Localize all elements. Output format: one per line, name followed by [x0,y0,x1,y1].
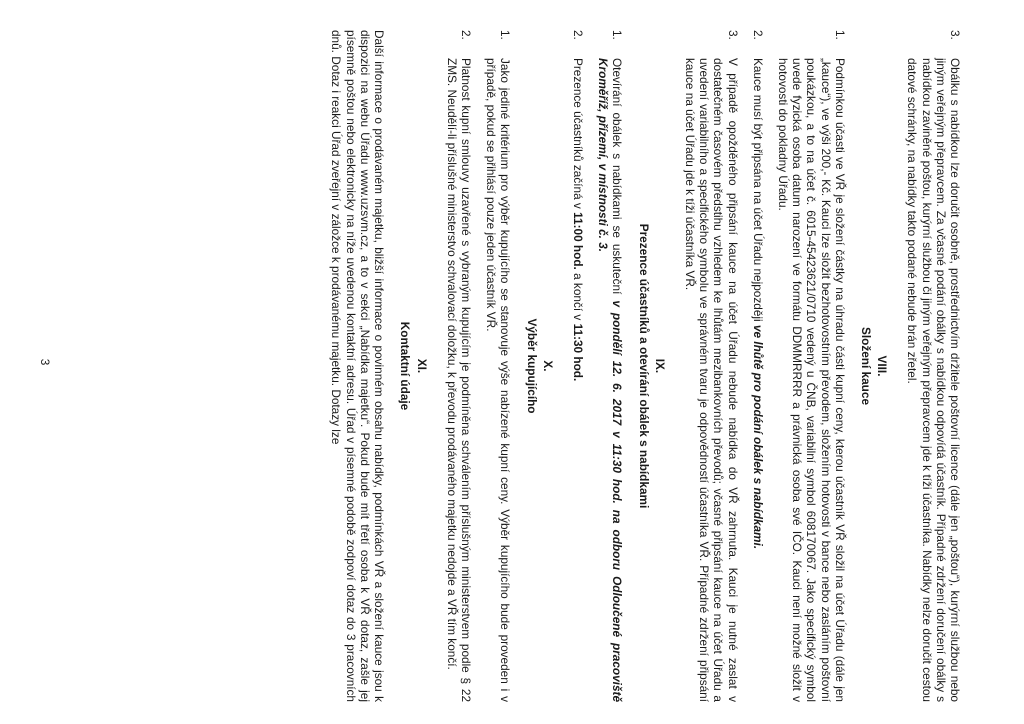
paragraph-text: Podmínkou účasti ve VŘ je složení částky na úhradu části kupní ceny, kterou účastník VŘ složil na účet Úřadu (dále jen „kauce“), ve výši 200,- Kč. Kauci lze složit bezhotovostním převodem, složením hotovosti v bance nebo zasláním poštovní poukázkou, a to na účet č. 6015-45423621/0710 vedený u ČNB, variabilní symbol 608170067. Jako specifický symbol uvede fyzická osoba datum narození ve formátu DDMMRRRR a právnická osoba své IČO. Kauci není možné složit v hotovosti do pokladny Úřadu. [775,58,847,702]
list-item [484,30,512,702]
list-number: 2. [750,30,765,40]
contact-paragraph: Další informace o prodávaném majetku, bližší informace o povinném obsahu nabídky, podmínkách VŘ a složení kauce jsou k dispozici na webu Úřadu www.uzsvm.cz, a to v sekci „Nabídka majetku“. Pokud bude mít třetí osoba k VŘ dotaz, zašle jej písemně poštou nebo elektronicky na níže uvedenou kontaktní adresu. Úřad v písemné podobě zodpoví dotaz do 3 pracovních dnů. Dotaz i reakci Úřad zveřejní v záložce k prodávanému majetku. Dotazy lze [329,30,387,702]
paragraph-text [571,58,585,702]
section-number: X. [540,360,555,372]
paragraph-text [751,58,765,702]
list-number: 1. [498,30,513,40]
bold-time: 11:00 hod. [570,212,585,270]
text-run: Kauce musí být připsána na účet Úřadu nejpozději [750,58,765,322]
list-number: 3. [948,30,962,40]
list-item [683,30,740,702]
list-number: 2. [570,30,585,40]
list-number: 2. [458,30,473,40]
text-run: Otevírání obálek s nabídkami se uskuteční [610,58,625,295]
intro-paragraph [905,30,962,702]
section-number: XI. [414,358,429,374]
paragraph-text [596,58,624,702]
section-title: Kontaktní údaje [398,321,413,411]
paragraph-text: Platnost kupní smlouvy uzavřené s vybraným kupujícím je podmíněna schválením příslušným ministerstvem podle § 22 ZMS. Neudělí-li příslušné ministerstvo schvalovací doložku, k převodu prodávaného majetku nedojde a VŘ tím končí. [444,58,473,702]
section-number: IX. [652,358,667,374]
section-number: VIII. [875,355,890,377]
list-number: 1. [832,30,847,40]
list-number: 1. [610,30,625,40]
list-item [776,30,847,702]
page-content [329,30,962,702]
section-title: Složení kauce [858,326,873,406]
section-title: Výběr kupujícího [524,318,539,414]
page-number: 3 [38,358,52,366]
list-number: 3. [725,30,740,40]
paragraph-text: V případě opožděného připsání kauce na účet Úřadu nebude nabídka do VŘ zahrnuta. Kauci je nutné zaslat v dostatečném časovém předstihu vzhledem ke lhůtám mezibankovních převodů; včasné připsání kauce na účet Úřadu a uvedení variabilního a specifického symbolu ve správném tvaru je odpovědností účastníka VŘ. Případné zdržení připsání kauce na účet Úřadu jde k tíži účastníka VŘ. [682,58,740,702]
list-item [445,30,473,702]
paragraph-text: Jako jediné kritérium pro výběr kupujícího se stanovuje výše nabízené kupní ceny. Výběr kupujícího bude proveden i v případě, pokud se přihlásí pouze jeden účastník VŘ. [484,58,513,702]
section-title: Prezence účastníků a otevírání obálek s nabídkami [636,223,651,509]
list-item [571,30,585,702]
emphasis-text: ve lhůtě pro podání obálek s nabídkami. [750,324,765,550]
list-item [751,30,765,702]
emphasis-text: v pondělí 12. 6. 2017 v 11:30 hod. na odboru Odloučené pracoviště Kroměříž, přízemí, v místnosti č. 3. [596,58,625,703]
text-run: Prezence účastníků začíná v [570,58,585,209]
text-run: a končí v [570,273,585,321]
bold-time: 11:30 hod. [570,323,585,382]
paragraph-text: Obálku s nabídkou lze doručit osobně, prostřednictvím držitele poštovní licence (dále jen „poštou“), kurýrní službou nebo jiným veřejným přepravcem. Za včasné podání obálky s nabídkou odpovídá účastník. Případné zdržení doručení obálky s nabídkou zaviněné poštou, kurýrní službou či jiným veřejným přepravcem jde k tíži účastníka. Nabídky nelze doručit cestou datové schránky, na nabídky takto podané nebude brán zřetel. [905,58,962,702]
list-item [596,30,624,702]
